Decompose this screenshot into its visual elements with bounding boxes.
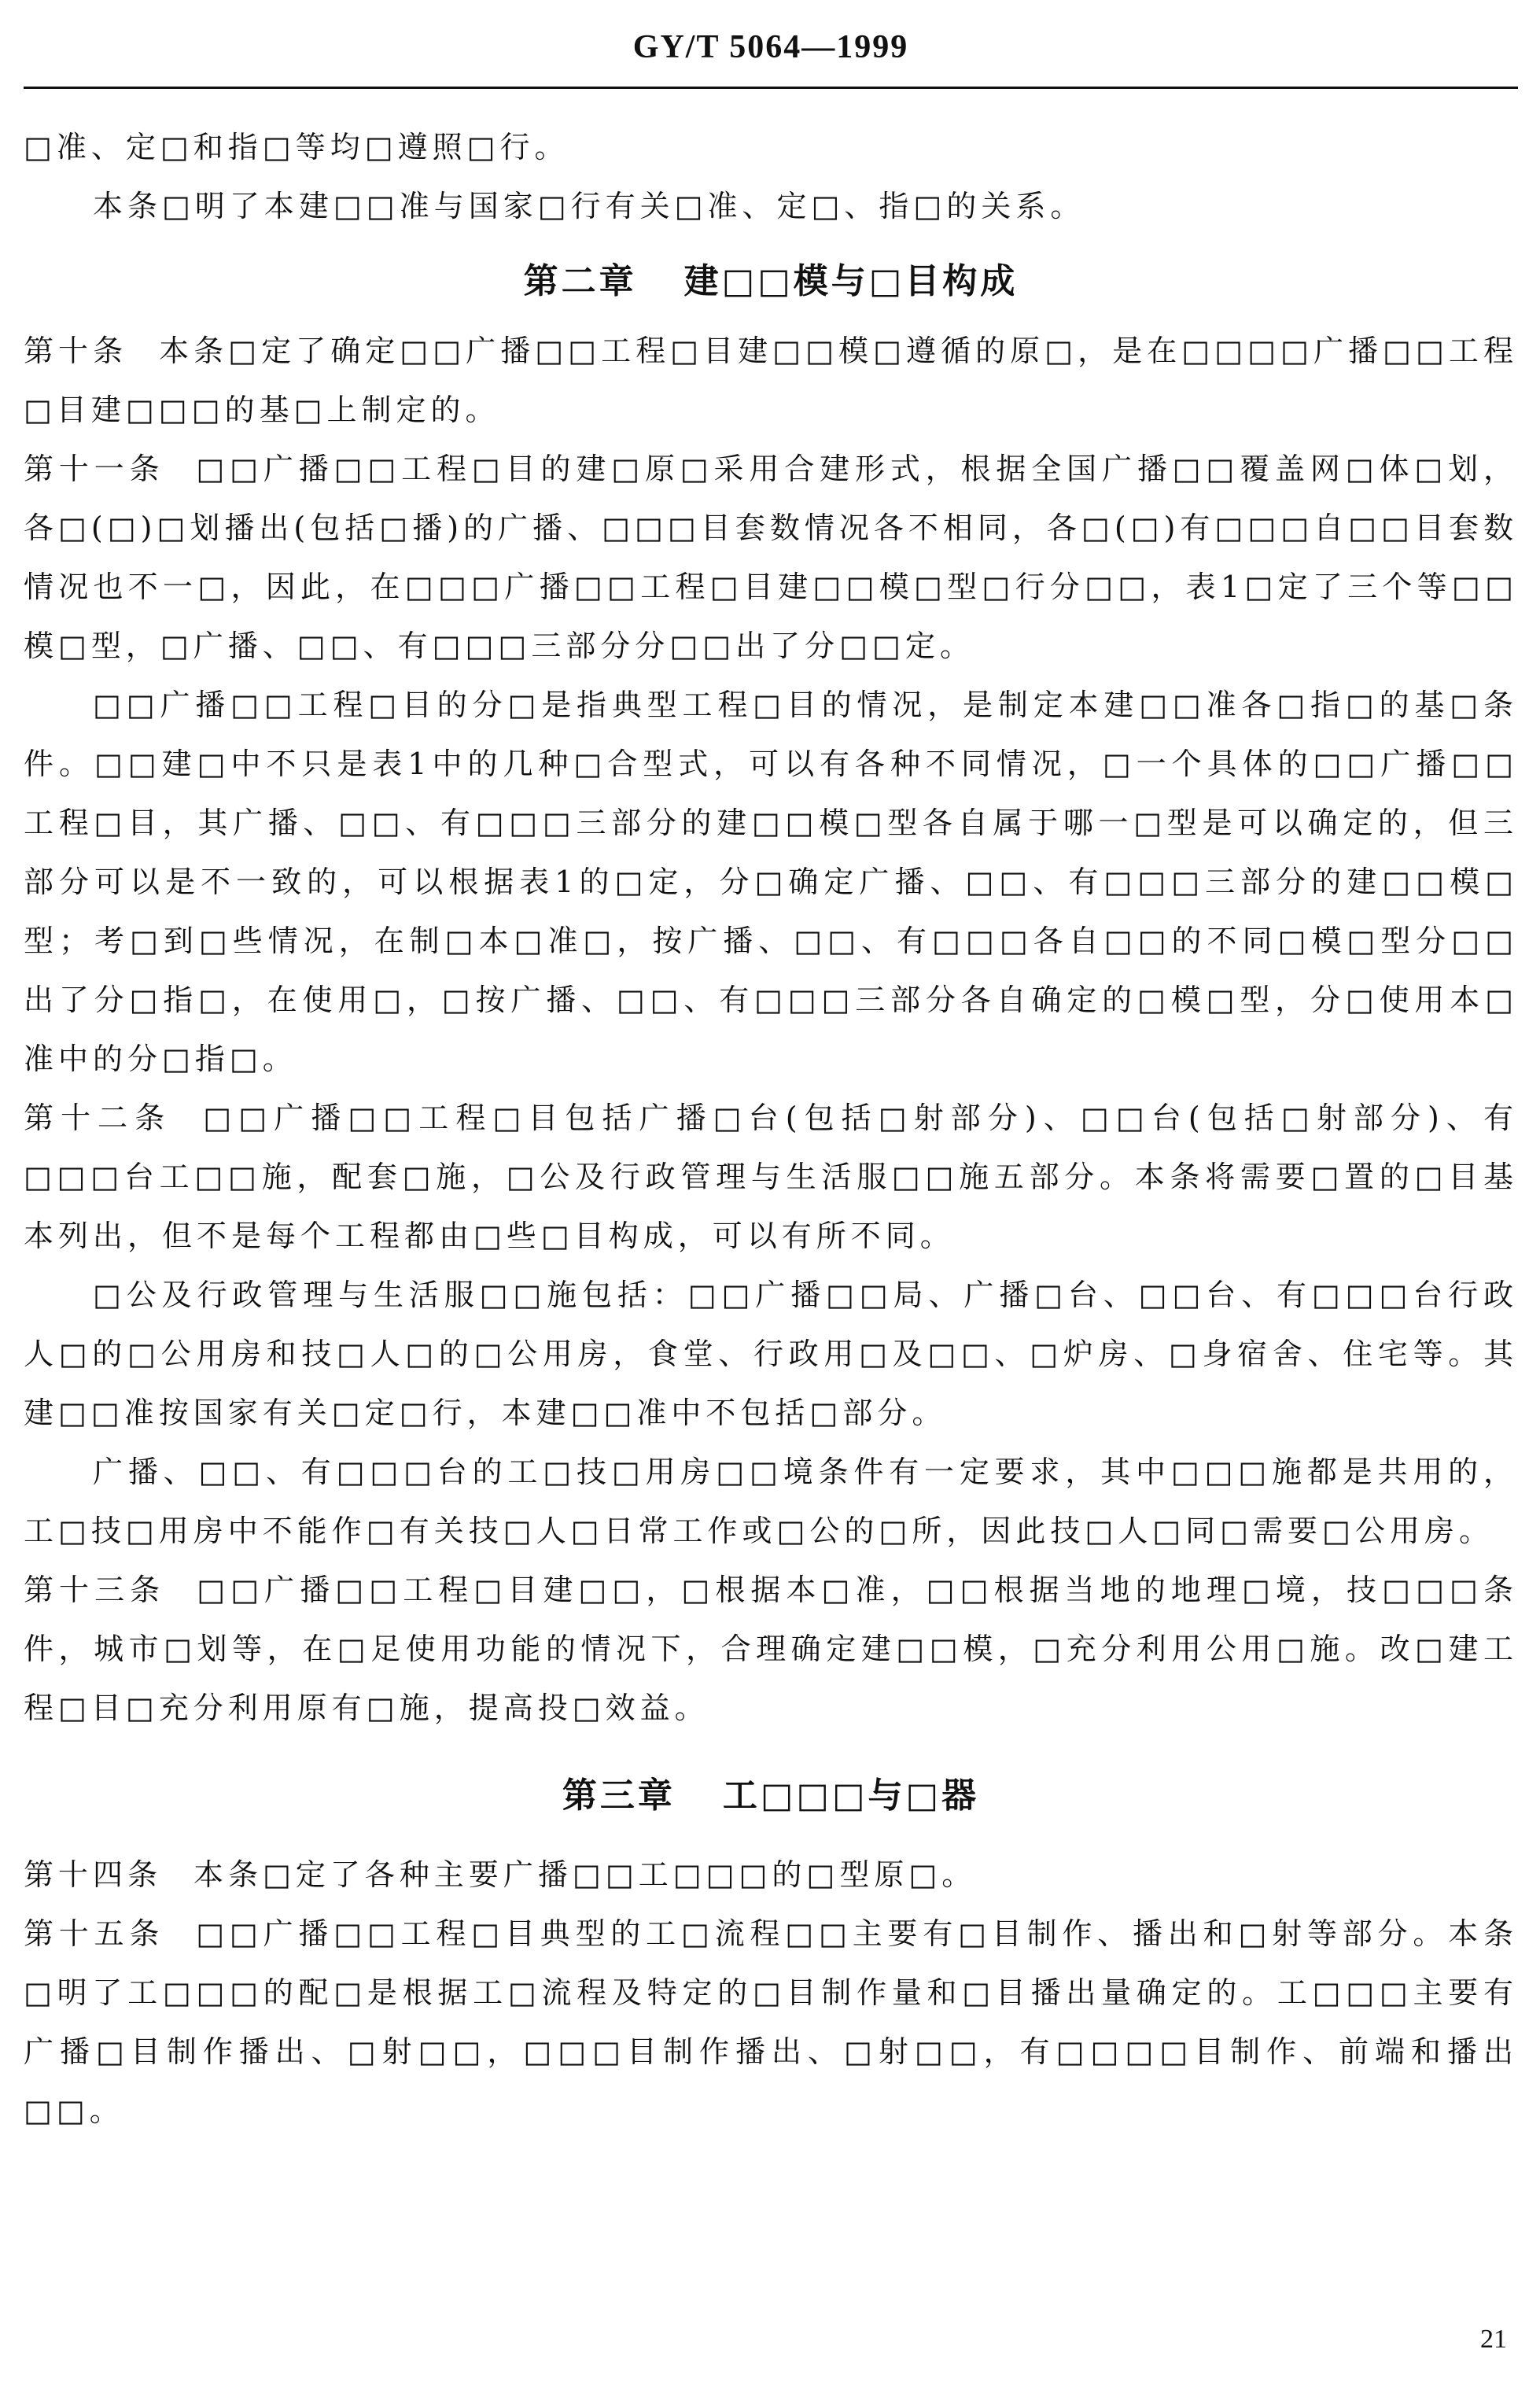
article-12-label: 第十二条 bbox=[24, 1101, 172, 1135]
standard-code-header: GY/T 5064—1999 bbox=[632, 29, 909, 65]
article-11-label: 第十一条 bbox=[24, 452, 165, 486]
header-rule bbox=[24, 87, 1518, 89]
article-10-label: 第十条 bbox=[24, 334, 128, 368]
article-11-text: □□广播□□工程□目的建□原□采用合建形式，根据全国广播□□覆盖网□体□划，各□(□)□划播出(包括□播)的广播、□□□目套数情况各不相同，各□(□)有□□□自□□目套数情况也不一□，因此，在□□□广播□□工程□目建□□模□型□行分□□，表1□定了三个等□□模□型，□广播、□□、有□□□三部分分□□出了分□□定。 bbox=[24, 452, 1518, 663]
article-14 bbox=[24, 1846, 1518, 1905]
article-13 bbox=[24, 1561, 1518, 1738]
article-12-text: □□广播□□工程□目包括广播□台(包括□射部分)、□□台(包括□射部分)、有□□□台工□□施，配套□施，□公及行政管理与生活服□□施五部分。本条将需要□置的□目基本列出，但不是每个工程都由□些□目构成，可以有所不同。 bbox=[24, 1101, 1518, 1253]
article-15-label: 第十五条 bbox=[24, 1916, 165, 1951]
paragraph-standards-relation: 本条□明了本建□□准与国家□行有关□准、定□、指□的关系。 bbox=[93, 189, 1085, 223]
article-13-text: □□广播□□工程□目建□□，□根据本□准，□□根据当地的地理□境，技□□□条件，城市□划等，在□足使用功能的情况下，合理确定建□□模，□充分利用公用□施。改□建工程□目□充分利用原有□施，提高投□效益。 bbox=[24, 1573, 1518, 1725]
article-15-text: □□广播□□工程□目典型的工□流程□□主要有□目制作、播出和□射等部分。本条□明了工□□□的配□是根据工□流程及特定的□目制作量和□目播出量确定的。工□□□主要有广播□目制作播出、□射□□，□□□目制作播出、□射□□，有□□□□目制作、前端和播出□□。 bbox=[24, 1916, 1518, 2128]
chapter-3-number: 第三章 bbox=[562, 1776, 676, 1816]
article-14-text: 本条□定了各种主要广播□□工□□□的□型原□。 bbox=[193, 1857, 977, 1892]
chapter-3-title: 工□□□与□器 bbox=[722, 1776, 980, 1816]
chapter-3-heading bbox=[24, 1766, 1518, 1825]
page-number: 21 bbox=[1480, 2325, 1507, 2354]
chapter-2-title: 建□□模与□目构成 bbox=[683, 261, 1019, 301]
article-10 bbox=[24, 322, 1518, 440]
article-15 bbox=[24, 1905, 1518, 2141]
article-13-label: 第十三条 bbox=[24, 1573, 166, 1607]
article-12 bbox=[24, 1089, 1518, 1266]
document-body bbox=[24, 118, 1518, 2141]
article-14-label: 第十四条 bbox=[24, 1857, 163, 1892]
article-12-technical-rooms: 广播、□□、有□□□台的工□技□用房□□境条件有一定要求，其中□□□施都是共用的，工□技□用房中不能作□有关技□人□日常工作或□公的□所，因此技□人□同□需要□公用房。 bbox=[24, 1455, 1518, 1548]
paragraph-continued: □准、定□和指□等均□遵照□行。 bbox=[24, 130, 569, 164]
chapter-2-heading bbox=[24, 252, 1518, 311]
chapter-2-number: 第二章 bbox=[523, 261, 637, 301]
article-12-office-facilities: □公及行政管理与生活服□□施包括：□□广播□□局、广播□台、□□台、有□□□台行政人□的□公用房和技□人□的□公用房，食堂、行政用□及□□、□炉房、□身宿舍、住宅等。其建□□准按国家有关□定□行，本建□□准中不包括□部分。 bbox=[24, 1278, 1518, 1430]
article-10-text: 本条□定了确定□□广播□□工程□目建□□模□遵循的原□，是在□□□□广播□□工程□目建□□□的基□上制定的。 bbox=[24, 334, 1518, 427]
article-11-explanation: □□广播□□工程□目的分□是指典型工程□目的情况，是制定本建□□准各□指□的基□条件。□□建□中不只是表1中的几种□合型式，可以有各种不同情况，□一个具体的□□广播□□工程□目，其广播、□□、有□□□三部分的建□□模□型各自属于哪一□型是可以确定的，但三部分可以是不一致的，可以根据表1的□定，分□确定广播、□□、有□□□三部分的建□□模□型；考□到□些情况，在制□本□准□，按广播、□□、有□□□各自□□的不同□模□型分□□出了分□指□，在使用□，□按广播、□□、有□□□三部分各自确定的□模□型，分□使用本□准中的分□指□。 bbox=[24, 688, 1518, 1076]
article-11 bbox=[24, 440, 1518, 676]
